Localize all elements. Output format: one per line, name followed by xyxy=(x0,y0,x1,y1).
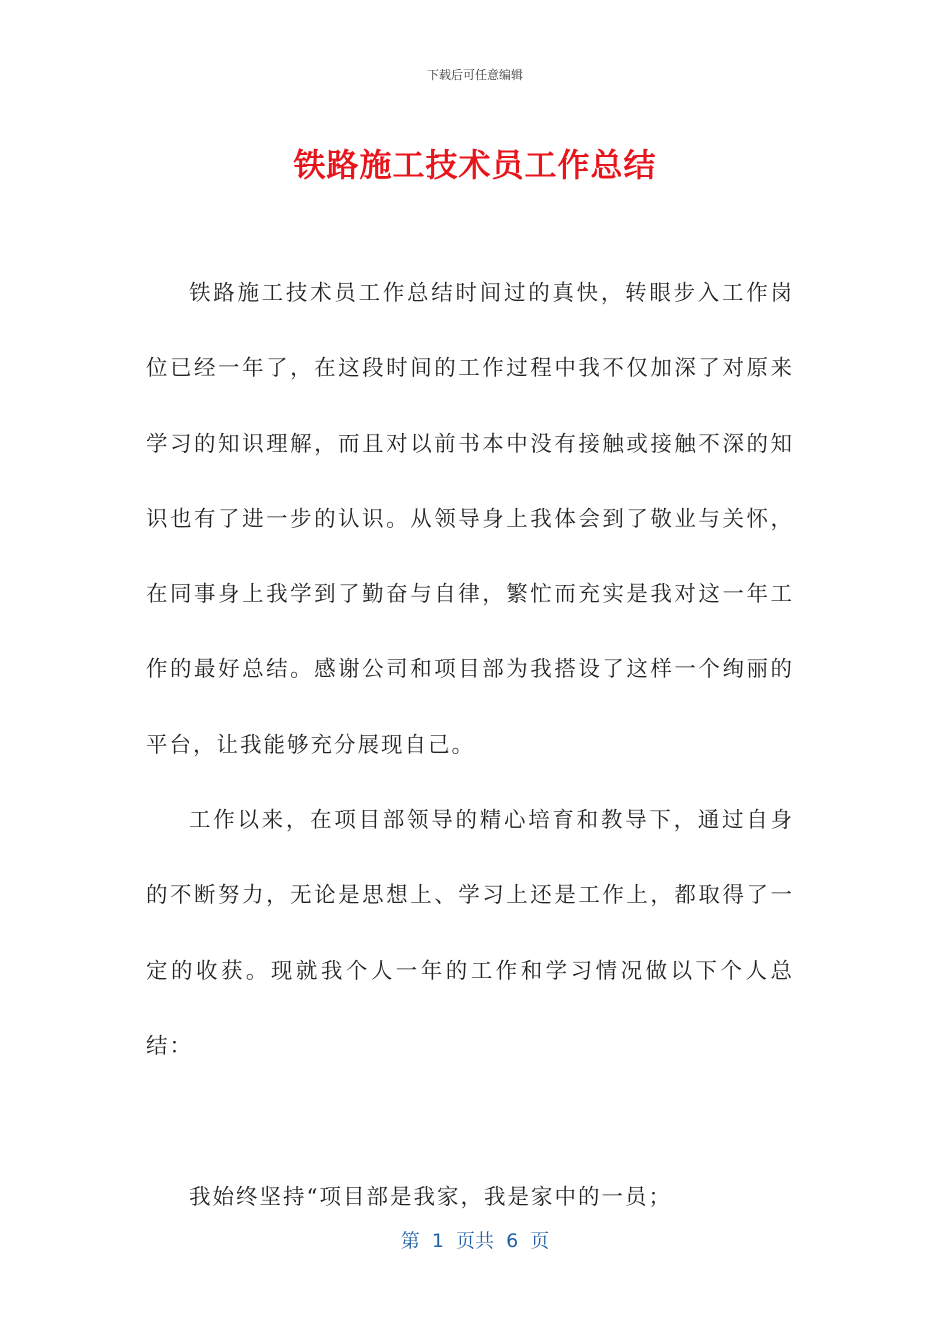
paragraph-3: 我始终坚持“项目部是我家，我是家中的一员； xyxy=(189,1184,672,1210)
document-title: 铁路施工技术员工作总结 xyxy=(293,146,657,184)
document-body xyxy=(146,256,794,1235)
page-number-footer: 第 1 页共 6 页 xyxy=(400,1230,550,1252)
header-note: 下载后可任意编辑 xyxy=(426,68,523,82)
paragraph-1: 铁路施工技术员工作总结时间过的真快，转眼步入工作岗位已经一年了，在这段时间的工作过程中我不仅加深了对原来学习的知识理解，而且对以前书本中没有接触或接触不深的知识也有了进一步的认识。从领导身上我体会到了敬业与关怀，在同事身上我学到了勤奋与自律，繁忙而充实是我对这一年工作的最好总结。感谢公司和项目部为我搭设了这样一个绚丽的平台，让我能够充分展现自己。 xyxy=(146,281,794,758)
paragraph-2: 工作以来，在项目部领导的精心培育和教导下，通过自身的不断努力，无论是思想上、学习上还是工作上，都取得了一定的收获。现就我个人一年的工作和学习情况做以下个人总结： xyxy=(146,808,794,1059)
paragraph-spacer xyxy=(146,1084,794,1159)
